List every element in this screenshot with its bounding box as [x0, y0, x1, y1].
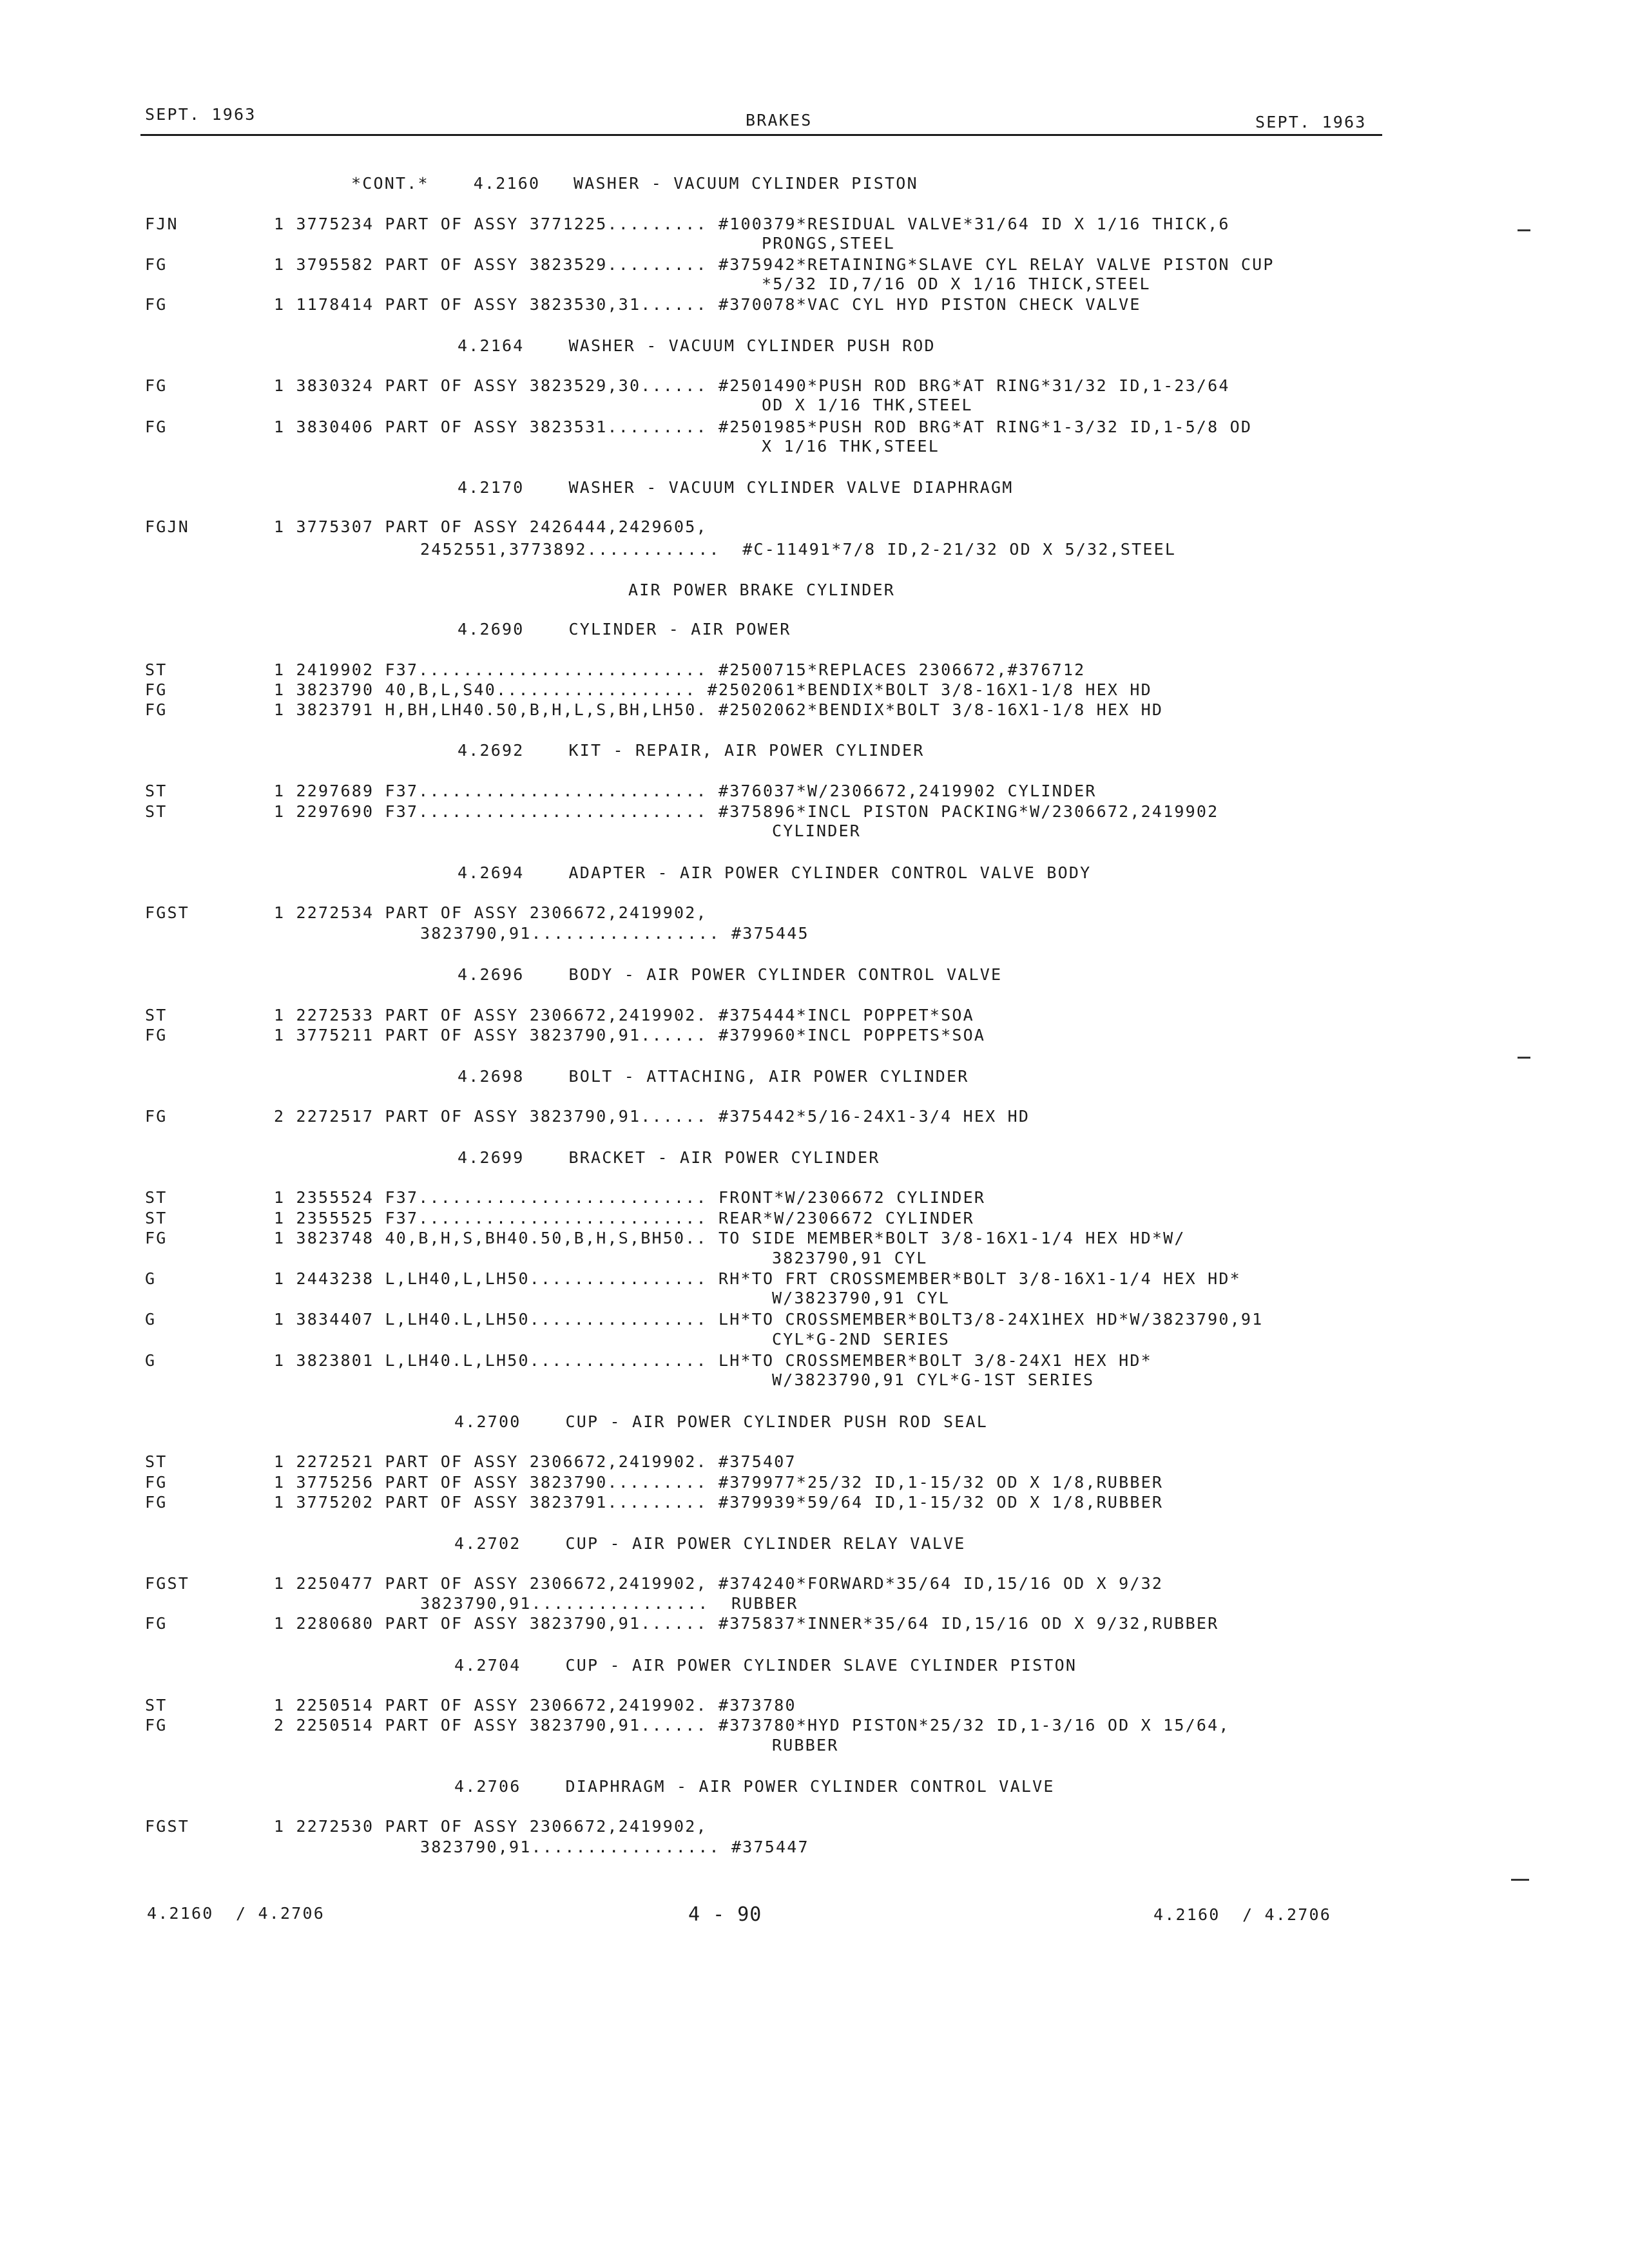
- text-line: 1 3823791 H,BH,LH40.50,B,H,L,S,BH,LH50. #2502062*BENDIX*BOLT 3/8-16X1-1/8 HEX HD: [274, 700, 1164, 719]
- text-line: 1 3834407 L,LH40.L,LH50................ LH*TO CROSSMEMBER*BOLT3/8-24X1HEX HD*W/3823790,91: [274, 1310, 1264, 1329]
- text-line: 2 2272517 PART OF ASSY 3823790,91...... #375442*5/16-24X1-3/4 HEX HD: [274, 1107, 1030, 1126]
- text-line: 4.2706 DIAPHRAGM - AIR POWER CYLINDER CONTROL VALVE: [454, 1777, 1055, 1796]
- text-line: FG: [145, 1473, 168, 1492]
- text-line: ST: [145, 1188, 168, 1207]
- text-line: 4.2704 CUP - AIR POWER CYLINDER SLAVE CYLINDER PISTON: [454, 1656, 1077, 1675]
- text-line: 4.2699 BRACKET - AIR POWER CYLINDER: [458, 1148, 880, 1167]
- text-line: 1 2272533 PART OF ASSY 2306672,2419902. #375444*INCL POPPET*SOA: [274, 1006, 974, 1024]
- text-line: W/3823790,91 CYL: [772, 1289, 950, 1307]
- footer-right: 4.2160 / 4.2706: [1153, 1905, 1332, 1924]
- text-line: OD X 1/16 THK,STEEL: [762, 396, 973, 414]
- text-line: W/3823790,91 CYL*G-1ST SERIES: [772, 1370, 1095, 1389]
- text-line: ST: [145, 660, 168, 679]
- text-line: FG: [145, 680, 168, 699]
- text-line: G: [145, 1351, 157, 1370]
- margin-mark: [1518, 229, 1530, 231]
- header-left: SEPT. 1963: [145, 105, 256, 124]
- text-line: 1 2443238 L,LH40,L,LH50................ RH*TO FRT CROSSMEMBER*BOLT 3/8-16X1-1/4 HEX HD*: [274, 1269, 1241, 1288]
- text-line: 1 2355524 F37.......................... FRONT*W/2306672 CYLINDER: [274, 1188, 986, 1207]
- header-rule: [140, 134, 1382, 136]
- text-line: FG: [145, 1229, 168, 1247]
- text-line: FGJN: [145, 517, 190, 536]
- text-line: 1 2272530 PART OF ASSY 2306672,2419902,: [274, 1817, 708, 1836]
- text-line: PRONGS,STEEL: [762, 234, 896, 253]
- text-line: 4.2692 KIT - REPAIR, AIR POWER CYLINDER: [458, 741, 925, 760]
- text-line: FG: [145, 1026, 168, 1044]
- text-line: 1 2272521 PART OF ASSY 2306672,2419902. #375407: [274, 1452, 796, 1471]
- text-line: 1 3795582 PART OF ASSY 3823529......... #375942*RETAINING*SLAVE CYL RELAY VALVE PISTON CUP: [274, 255, 1275, 274]
- text-line: FG: [145, 418, 168, 436]
- header-center: BRAKES: [746, 111, 813, 130]
- text-line: FGST: [145, 903, 190, 922]
- text-line: 1 3775307 PART OF ASSY 2426444,2429605,: [274, 517, 708, 536]
- text-line: X 1/16 THK,STEEL: [762, 437, 940, 456]
- text-line: 1 3823748 40,B,H,S,BH40.50,B,H,S,BH50.. TO SIDE MEMBER*BOLT 3/8-16X1-1/4 HEX HD*W/: [274, 1229, 1186, 1247]
- text-line: ST: [145, 1696, 168, 1715]
- text-line: *CONT.* 4.2160 WASHER - VACUUM CYLINDER PISTON: [351, 174, 918, 193]
- text-line: 4.2164 WASHER - VACUUM CYLINDER PUSH ROD: [458, 336, 936, 355]
- text-line: FG: [145, 1107, 168, 1126]
- text-line: 1 2297690 F37.......................... #375896*INCL PISTON PACKING*W/2306672,2419902: [274, 802, 1219, 821]
- text-line: FGST: [145, 1574, 190, 1593]
- text-line: G: [145, 1310, 157, 1329]
- text-line: FG: [145, 1614, 168, 1633]
- margin-mark: [1518, 1057, 1530, 1059]
- text-line: *5/32 ID,7/16 OD X 1/16 THICK,STEEL: [762, 274, 1151, 293]
- text-line: FG: [145, 1716, 168, 1735]
- text-line: 1 2250514 PART OF ASSY 2306672,2419902. #373780: [274, 1696, 796, 1715]
- text-line: 3823790,91................ RUBBER: [420, 1594, 798, 1613]
- text-line: 4.2170 WASHER - VACUUM CYLINDER VALVE DIAPHRAGM: [458, 478, 1014, 497]
- text-line: 1 2280680 PART OF ASSY 3823790,91...... #375837*INNER*35/64 ID,15/16 OD X 9/32,RUBBER: [274, 1614, 1219, 1633]
- text-line: FG: [145, 700, 168, 719]
- text-line: AIR POWER BRAKE CYLINDER: [628, 581, 896, 599]
- text-line: 2452551,3773892............ #C-11491*7/8 ID,2-21/32 OD X 5/32,STEEL: [420, 540, 1177, 559]
- header-right: SEPT. 1963: [1255, 113, 1367, 131]
- text-line: 1 3823790 40,B,L,S40.................. #2502061*BENDIX*BOLT 3/8-16X1-1/8 HEX HD: [274, 680, 1152, 699]
- text-line: 1 2297689 F37.......................... #376037*W/2306672,2419902 CYLINDER: [274, 782, 1097, 800]
- text-line: 1 2355525 F37.......................... REAR*W/2306672 CYLINDER: [274, 1209, 974, 1227]
- text-line: 1 2419902 F37.......................... #2500715*REPLACES 2306672,#376712: [274, 660, 1086, 679]
- text-line: 1 3775234 PART OF ASSY 3771225......... #100379*RESIDUAL VALVE*31/64 ID X 1/16 THICK,6: [274, 215, 1230, 233]
- text-line: ST: [145, 782, 168, 800]
- text-line: 4.2696 BODY - AIR POWER CYLINDER CONTROL VALVE: [458, 965, 1003, 984]
- text-line: FG: [145, 255, 168, 274]
- text-line: ST: [145, 802, 168, 821]
- text-line: 4.2698 BOLT - ATTACHING, AIR POWER CYLINDER: [458, 1067, 969, 1086]
- text-line: CYL*G-2ND SERIES: [772, 1330, 950, 1349]
- text-line: 3823790,91................. #375447: [420, 1838, 809, 1856]
- text-line: ST: [145, 1006, 168, 1024]
- text-line: 2 2250514 PART OF ASSY 3823790,91...... #373780*HYD PISTON*25/32 ID,1-3/16 OD X 15/64,: [274, 1716, 1230, 1735]
- text-line: 4.2690 CYLINDER - AIR POWER: [458, 620, 791, 639]
- margin-mark: [1511, 1879, 1529, 1881]
- text-line: 1 2272534 PART OF ASSY 2306672,2419902,: [274, 903, 708, 922]
- text-line: 1 3775211 PART OF ASSY 3823790,91...... #379960*INCL POPPETS*SOA: [274, 1026, 986, 1044]
- text-line: 4.2702 CUP - AIR POWER CYLINDER RELAY VALVE: [454, 1534, 966, 1553]
- text-line: FG: [145, 1493, 168, 1512]
- text-line: 3823790,91................. #375445: [420, 924, 809, 943]
- text-line: FG: [145, 376, 168, 395]
- text-line: 1 2250477 PART OF ASSY 2306672,2419902, #374240*FORWARD*35/64 ID,15/16 OD X 9/32: [274, 1574, 1164, 1593]
- text-line: RUBBER: [772, 1736, 839, 1754]
- text-line: 1 3775202 PART OF ASSY 3823791......... #379939*59/64 ID,1-15/32 OD X 1/8,RUBBER: [274, 1493, 1164, 1512]
- text-line: CYLINDER: [772, 822, 862, 840]
- text-line: 3823790,91 CYL: [772, 1249, 928, 1267]
- footer-left: 4.2160 / 4.2706: [147, 1904, 325, 1923]
- text-line: 1 3775256 PART OF ASSY 3823790......... #379977*25/32 ID,1-15/32 OD X 1/8,RUBBER: [274, 1473, 1164, 1492]
- text-line: G: [145, 1269, 157, 1288]
- text-line: 1 1178414 PART OF ASSY 3823530,31...... #370078*VAC CYL HYD PISTON CHECK VALVE: [274, 295, 1141, 314]
- text-line: FJN: [145, 215, 178, 233]
- text-line: 1 3830406 PART OF ASSY 3823531......... #2501985*PUSH ROD BRG*AT RING*1-3/32 ID,1-5/8 OD: [274, 418, 1253, 436]
- text-line: ST: [145, 1209, 168, 1227]
- text-line: FG: [145, 295, 168, 314]
- footer-page-number: 4 - 90: [688, 1903, 762, 1926]
- text-line: 4.2700 CUP - AIR POWER CYLINDER PUSH ROD SEAL: [454, 1412, 988, 1431]
- text-line: FGST: [145, 1817, 190, 1836]
- text-line: ST: [145, 1452, 168, 1471]
- text-line: 1 3830324 PART OF ASSY 3823529,30...... #2501490*PUSH ROD BRG*AT RING*31/32 ID,1-23/64: [274, 376, 1230, 395]
- text-line: 4.2694 ADAPTER - AIR POWER CYLINDER CONTROL VALVE BODY: [458, 863, 1092, 882]
- text-line: 1 3823801 L,LH40.L,LH50................ LH*TO CROSSMEMBER*BOLT 3/8-24X1 HEX HD*: [274, 1351, 1152, 1370]
